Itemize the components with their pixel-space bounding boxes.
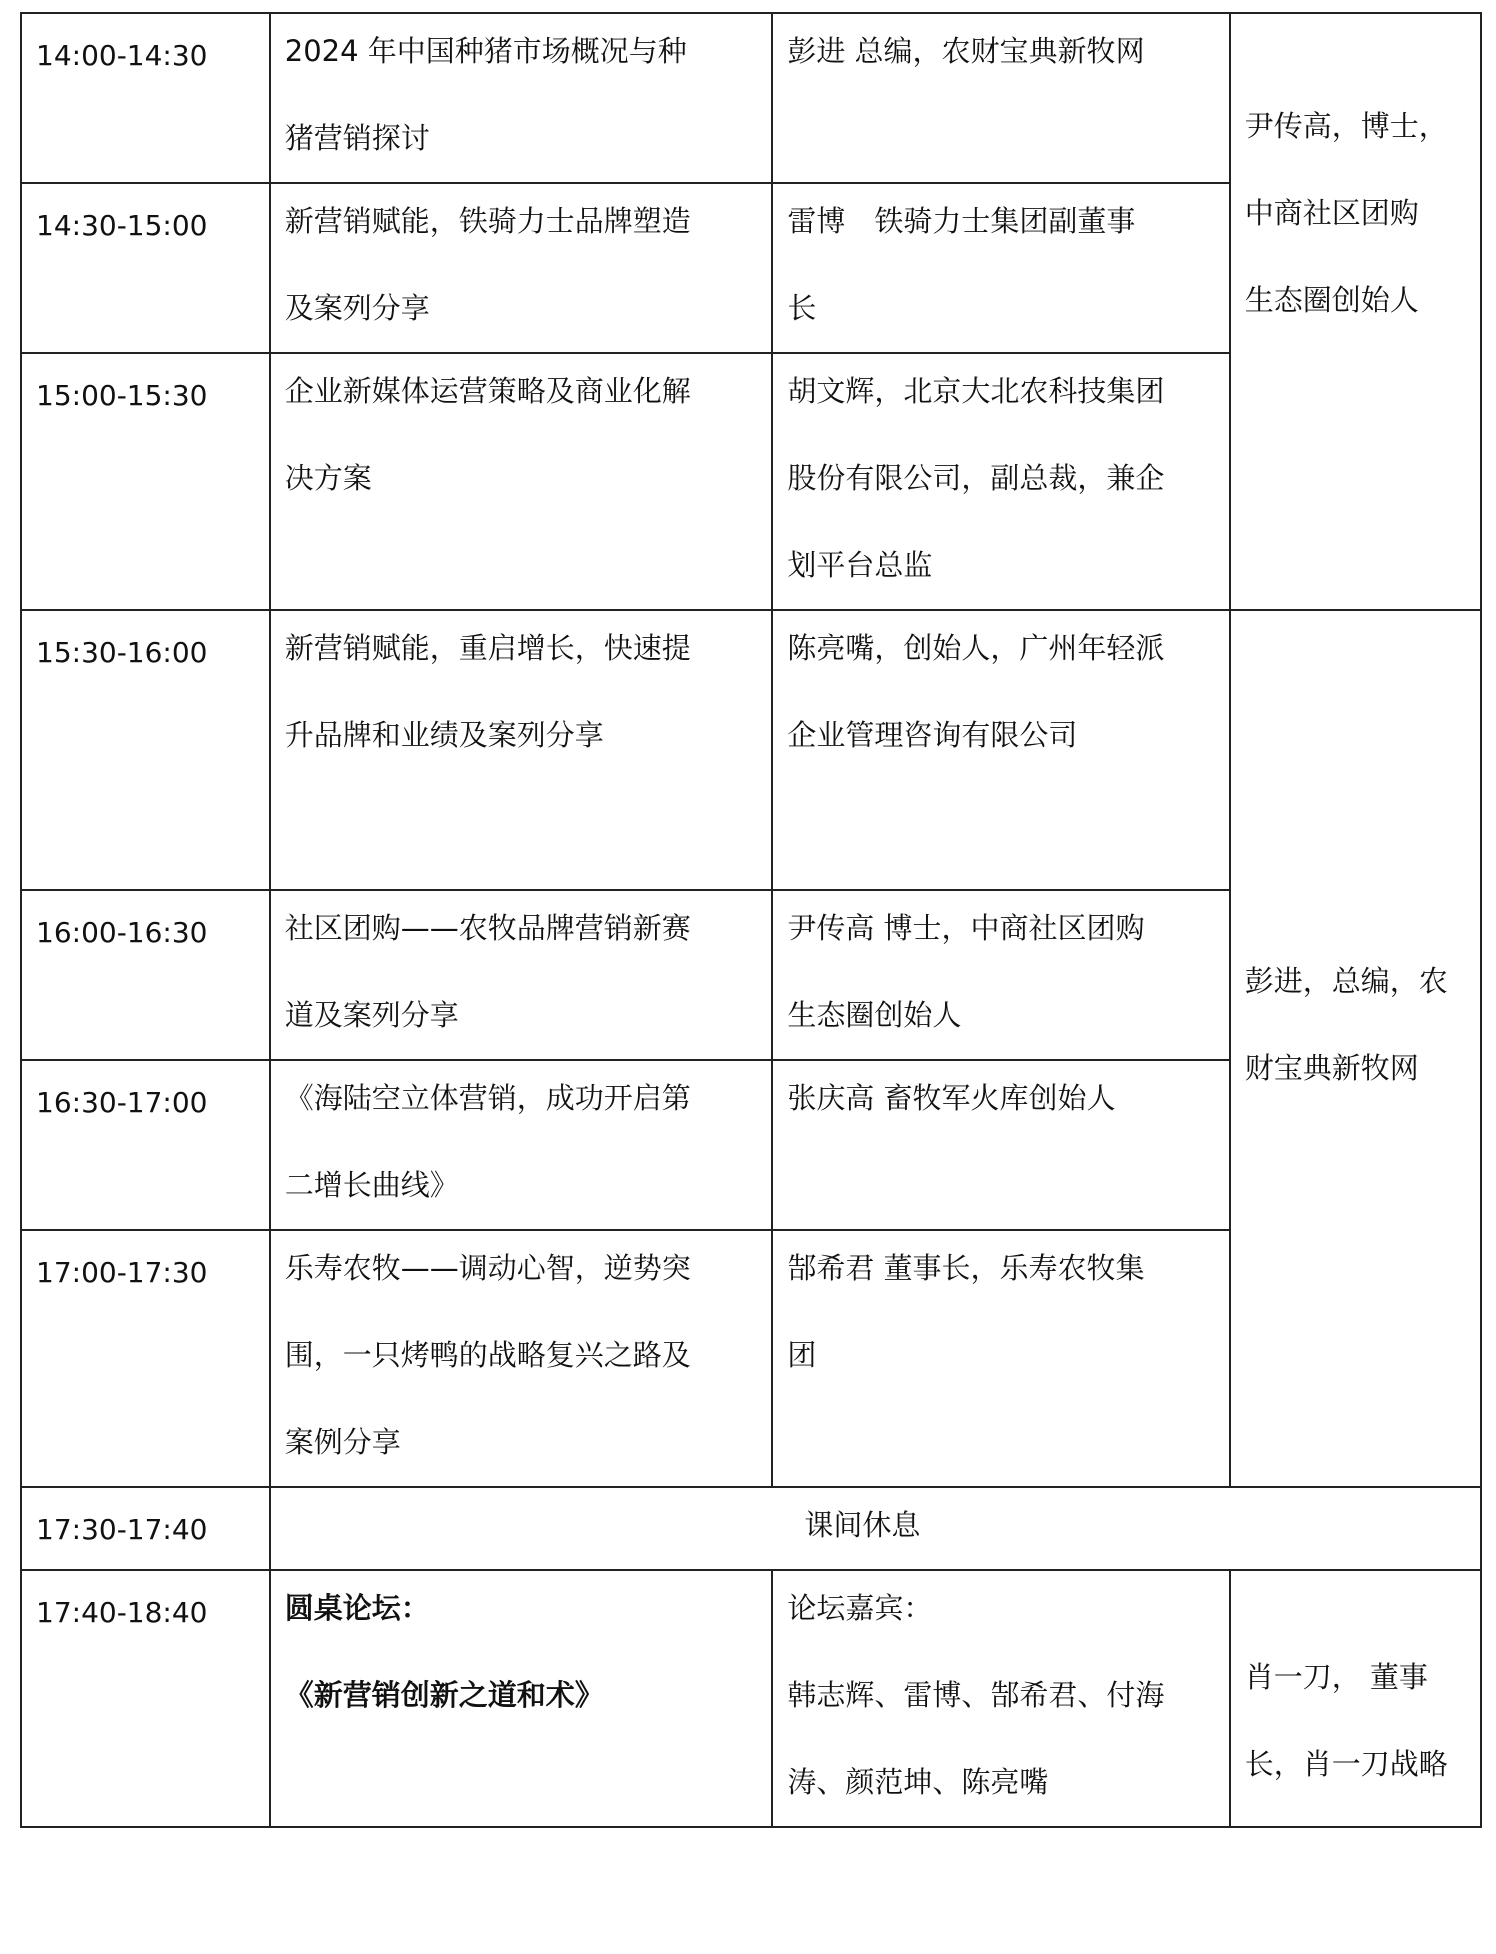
topic-cell: 社区团购——农牧品牌营销新赛 道及案列分享	[270, 890, 773, 1060]
table-row	[21, 610, 1481, 890]
host-cell: 尹传高，博士， 中商社区团购 生态圈创始人	[1230, 13, 1481, 610]
speaker-cell: 陈亮嘴，创始人，广州年轻派 企业管理咨询有限公司	[772, 610, 1229, 890]
speaker-cell: 雷博 铁骑力士集团副董事 长	[772, 183, 1229, 353]
time-cell: 16:30-17:00	[21, 1060, 270, 1230]
topic-cell: 《海陆空立体营销，成功开启第 二增长曲线》	[270, 1060, 773, 1230]
break-row	[21, 1487, 1481, 1570]
time-cell: 17:30-17:40	[21, 1487, 270, 1570]
time-cell: 16:00-16:30	[21, 890, 270, 1060]
time-cell: 15:00-15:30	[21, 353, 270, 610]
topic-cell: 企业新媒体运营策略及商业化解 决方案	[270, 353, 773, 610]
forum-row	[21, 1570, 1481, 1827]
time-cell: 17:00-17:30	[21, 1230, 270, 1487]
speaker-cell: 郜希君 董事长，乐寿农牧集 团	[772, 1230, 1229, 1487]
time-cell: 17:40-18:40	[21, 1570, 270, 1827]
host-cell: 肖一刀， 董事 长，肖一刀战略	[1230, 1570, 1481, 1827]
forum-topic-cell	[270, 1570, 773, 1827]
forum-title: 圆桌论坛：	[284, 1591, 430, 1625]
speaker-cell: 张庆高 畜牧军火库创始人	[772, 1060, 1229, 1230]
topic-cell: 2024 年中国种猪市场概况与种 猪营销探讨	[270, 13, 773, 183]
time-cell: 14:30-15:00	[21, 183, 270, 353]
speaker-cell: 尹传高 博士，中商社区团购 生态圈创始人	[772, 890, 1229, 1060]
speaker-cell: 彭进 总编，农财宝典新牧网	[772, 13, 1229, 183]
topic-cell: 乐寿农牧——调动心智，逆势突 围，一只烤鸭的战略复兴之路及 案例分享	[270, 1230, 773, 1487]
forum-subtitle: 《新营销创新之道和术》	[284, 1678, 604, 1712]
time-cell: 14:00-14:30	[21, 13, 270, 183]
schedule-table	[20, 12, 1482, 1828]
forum-guests-cell: 论坛嘉宾： 韩志辉、雷博、郜希君、付海 涛、颜范坤、陈亮嘴	[772, 1570, 1229, 1827]
host-cell: 彭进，总编，农 财宝典新牧网	[1230, 610, 1481, 1487]
time-cell: 15:30-16:00	[21, 610, 270, 890]
table-row	[21, 13, 1481, 183]
break-label: 课间休息	[270, 1487, 1481, 1570]
speaker-cell: 胡文辉，北京大北农科技集团 股份有限公司，副总裁，兼企 划平台总监	[772, 353, 1229, 610]
topic-cell: 新营销赋能，铁骑力士品牌塑造 及案列分享	[270, 183, 773, 353]
topic-cell: 新营销赋能，重启增长，快速提 升品牌和业绩及案列分享	[270, 610, 773, 890]
